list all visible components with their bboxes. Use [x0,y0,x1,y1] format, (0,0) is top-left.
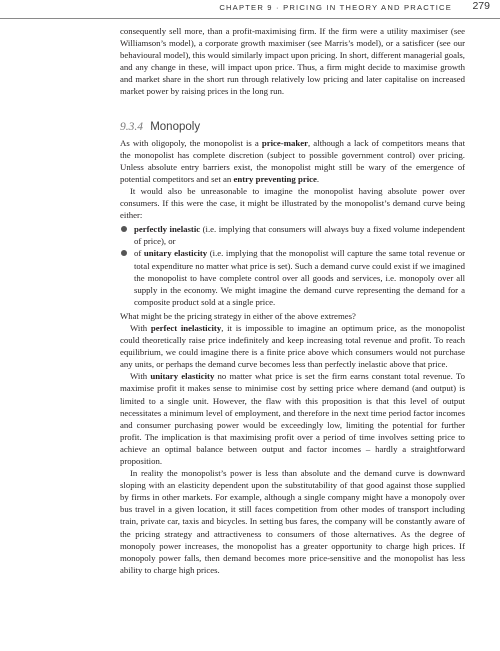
text-run: With [130,371,151,382]
text-run: With [130,322,151,333]
bullet-icon [121,250,127,256]
text-run: , it is impossible to imagine an optimum price, as the monopolist could theoretically raise price indefinitely and keep increasing total revenue and profit. To reach equilibrium, we could imagine there is a finite price above which consumers would not purchase any units, or perhaps the demand curve becomes less than perfectly inelastic above that price. [120,322,465,370]
text-run: (i.e. implying that consumers will always buy a fixed volume independent of price), or [134,224,466,247]
page-number: 279 [472,0,490,12]
chapter-title: CHAPTER 9 · PRICING IN THEORY AND PRACTICE [219,3,452,12]
text-run: , although a lack of competitors means that the monopolist has complete discretion (subject to possible government control) over pricing. Unless absolute entry barriers exist, the monopolist might still be wary of the emergence of potential competitors and set an [120,137,465,184]
bullet-icon [121,226,127,232]
text-run: of [134,248,144,259]
key-term-unitary-elasticity-2: unitary elasticity [150,371,215,382]
paragraph-absolute-power: It would also be unreasonable to imagine the monopolist having absolute power over consumers. If this were the case, it might be illustrated by the monopolist’s demand curve being either: [120,185,465,221]
key-term-perfectly-inelastic: perfectly inelastic [134,224,201,235]
text-run: As with oligopoly, the monopolist is a [120,137,262,148]
key-term-price-maker: price-maker [261,137,309,148]
key-term-perfect-inelasticity: perfect inelasticity [150,322,222,333]
key-term-entry-preventing-price: entry preventing price [233,173,317,184]
paragraph-monopolist-price-maker [120,137,465,185]
page-body [120,25,465,576]
paragraph-perfect-inelasticity [120,322,465,370]
key-term-unitary-elasticity: unitary elasticity [143,248,208,259]
paragraph-question: What might be the pricing strategy in either of the above extremes? [120,310,356,321]
paragraph-unitary-elasticity [120,370,465,467]
paragraph-continuation: consequently sell more, than a profit-maximising firm. If the firm were a utility maximiser (see Williamson’s model), a corporate growth maximiser (see Marris’s model), or a satisficer (see our behavioural model), this would similarly impact upon pricing. In short, different managerial goals, and any change in these, will impact upon price. Thus, a firm might decide to maximise growth and market share in the short run through relatively low pricing and later capitalise on increased market power by raising prices in the long run. [120,26,465,97]
paragraph-reality: In reality the monopolist’s power is less than absolute and the demand curve is downward sloping with an elasticity dependent upon the substitutability of that good against those supplied by firms in other markets. For example, although a single company might have a monopoly over bus travel in a given location, it still faces competition from other modes of transport including train, private car, taxis and bicycles. In setting bus fares, the company will be constantly aware of the pricing strategy and attractiveness to consumers of those alternatives. As the degree of monopoly power increases, the monopolist has a greater opportunity to charge high prices. If monopoly power falls, then demand becomes more price-sensitive and the monopolist has less ability to charge high prices. [120,468,465,575]
section-number: 9.3.4 [120,120,143,133]
section-title: Monopoly [150,120,201,133]
demand-curve-list [120,223,465,308]
list-item [120,247,465,307]
text-run: no matter what price is set the firm earns constant total revenue. To maximise profit it makes sense to minimise cost by setting price where demand (and output) is limited to a single unit. However, the flaw with this proposition is that this level of output necessitates a minimum level of employment, and therefore in the next time period factor incomes and consumer purchasing power would be exceedingly low, limiting the potential for further profit. The implication is that maximising profit over a period of time involves setting price to achieve an optimal balance between output and factor incomes – hardly a straightforward proposition. [120,371,465,466]
text-run: . [316,173,320,184]
section-heading [120,121,465,134]
list-item [120,223,465,247]
running-header [0,0,500,19]
text-run: (i.e. implying that the monopolist will capture the same total revenue or total expenditure no matter what price is set). Such a demand curve could exist if we imagined the monopolist to have complete control over all goods and services, i.e. monopoly over all supply in the economy. We might imagine the demand curve representing the demand for a composite product sold at a single price. [134,248,465,307]
